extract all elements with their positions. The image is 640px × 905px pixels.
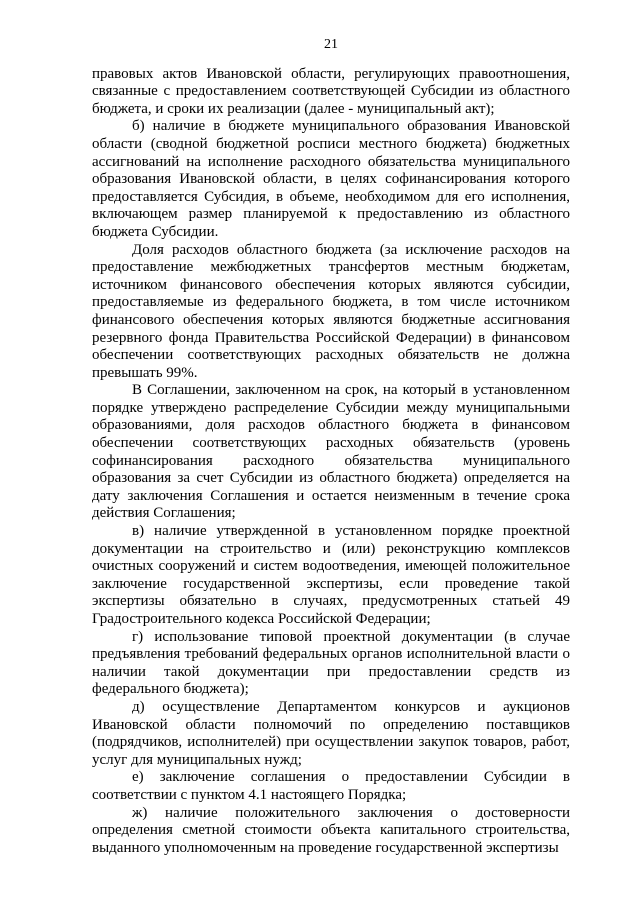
paragraph-item-g: г) использование типовой проектной документации (в случае предъявления требований федеральных органов исполнительной власти о наличии такой документации при предоставлении средств из федерального бюджета); bbox=[92, 628, 570, 698]
paragraph-continuation: правовых актов Ивановской области, регулирующих правоотношения, связанные с предоставлением соответствующей Субсидии из областного бюджета, и сроки их реализации (далее - муниципальный акт); bbox=[92, 65, 570, 117]
paragraph-item-d: д) осуществление Департаментом конкурсов и аукционов Ивановской области полномочий по определению поставщиков (подрядчиков, исполнителей) при осуществлении закупок товаров, работ, услуг для муниципальных нужд; bbox=[92, 698, 570, 768]
document-page bbox=[92, 36, 570, 857]
paragraph-item-zh: ж) наличие положительного заключения о достоверности определения сметной стоимости объекта капитального строительства, выданного уполномоченным на проведение государственной экспертизы bbox=[92, 804, 570, 856]
paragraph-budget-share: Доля расходов областного бюджета (за исключение расходов на предоставление межбюджетных трансфертов местным бюджетам, источником финансового обеспечения которых являются субсидии, предоставляемые из федерального бюджета, в том числе источником финансового обеспечения которых являются бюджетные ассигнования резервного фонда Правительства Российской Федерации) в финансовом обеспечении соответствующих расходных обязательств не должна превышать 99%. bbox=[92, 241, 570, 381]
paragraph-item-e: е) заключение соглашения о предоставлении Субсидии в соответствии с пунктом 4.1 настоящего Порядка; bbox=[92, 769, 570, 803]
paragraph-item-b: б) наличие в бюджете муниципального образования Ивановской области (сводной бюджетной росписи местного бюджета) бюджетных ассигнований на исполнение расходного обязательства муниципального образования Ивановской области, в целях софинансирования которого предоставляется Субсидия, в объеме, необходимом для его исполнения, включающем размер планируемой к предоставлению из областного бюджета Субсидии. bbox=[92, 118, 570, 240]
page-number: 21 bbox=[324, 37, 338, 52]
paragraph-agreement: В Соглашении, заключенном на срок, на который в установленном порядке утверждено распределение Субсидии между муниципальными образованиями, доля расходов областного бюджета в финансовом обеспечении соответствующих расходных обязательств (уровень софинансирования расходного обязательства муниципального образования за счет Субсидии из областного бюджета) определяется на дату заключения Соглашения и остается неизменным в течение срока действия Соглашения; bbox=[92, 382, 570, 522]
paragraph-item-v: в) наличие утвержденной в установленном порядке проектной документации на строительство и (или) реконструкцию комплексов очистных сооружений и систем водоотведения, имеющей положительное заключение государственной экспертизы, если проведение такой экспертизы обязательно в случаях, предусмотренных статьей 49 Градостроительного кодекса Российской Федерации; bbox=[92, 523, 570, 627]
